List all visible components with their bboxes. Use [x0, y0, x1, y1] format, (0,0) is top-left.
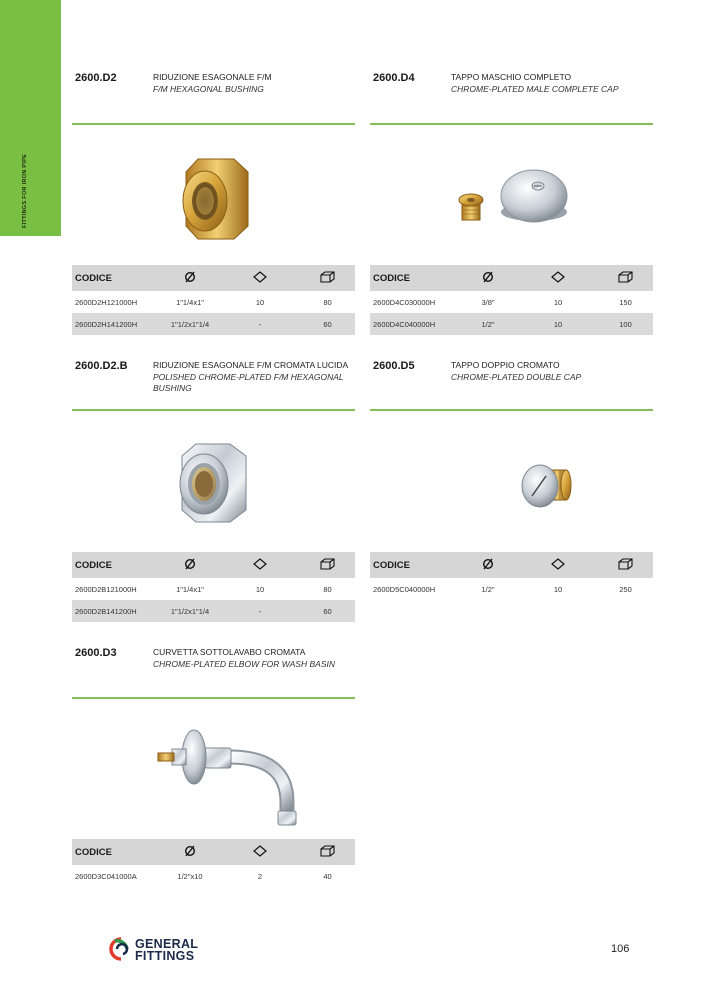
cell-diameter: 1"1/4x1"	[176, 584, 204, 594]
cell-hex: -	[220, 600, 300, 622]
product-code: 2600.D2	[75, 72, 117, 84]
hex-key-icon	[220, 552, 300, 578]
product-code: 2600.D4	[373, 72, 415, 84]
sidebar-label: FITTINGS FOR IRON PIPE	[22, 153, 28, 228]
diameter-icon	[458, 265, 518, 291]
cell-hex: 10	[518, 313, 598, 335]
cell-box: 80	[323, 584, 332, 594]
header-code: CODICE	[370, 552, 458, 578]
box-icon	[598, 265, 653, 291]
divider-line	[72, 123, 355, 125]
table-row	[370, 291, 653, 313]
cell-hex: 2	[257, 871, 263, 881]
cell-code: 2600D4C040000H	[370, 313, 458, 335]
cell-code: 2600D2H141200H	[72, 313, 160, 335]
product-code: 2600.D2.B	[75, 360, 128, 372]
product-image	[410, 134, 610, 264]
product-code: 2600.D3	[75, 647, 117, 659]
product-title-it: TAPPO MASCHIO COMPLETO	[451, 72, 572, 82]
hex-key-icon	[220, 265, 300, 291]
cell-box: 150	[619, 297, 632, 307]
table-row	[72, 313, 355, 335]
cell-box: 100	[598, 313, 653, 335]
product-title-en: POLISHED CHROME-PLATED F/M HEXAGONAL BUSHING	[153, 371, 344, 393]
cell-diameter: 3/8"	[481, 297, 495, 307]
sidebar-tab	[0, 0, 61, 236]
cell-hex: -	[220, 313, 300, 335]
product-title-it: CURVETTA SOTTOLAVABO CROMATA	[153, 647, 306, 657]
table-row	[72, 578, 355, 600]
cell-diameter: 1/2"x10	[177, 871, 203, 881]
header-code: CODICE	[72, 552, 160, 578]
table-row	[370, 313, 653, 335]
spec-table	[370, 265, 653, 335]
spec-header-row	[370, 552, 653, 578]
cell-hex: 10	[553, 584, 563, 594]
cell-code: 2600D5C040000H	[373, 584, 436, 594]
spec-table	[72, 839, 355, 887]
box-icon	[300, 839, 355, 865]
product-description	[451, 72, 651, 95]
header-code: CODICE	[370, 265, 458, 291]
cell-hex: 10	[255, 584, 265, 594]
brand-line-1: GENERAL	[135, 937, 199, 951]
product-image	[410, 418, 610, 548]
product-title-en: CHROME-PLATED ELBOW FOR WASH BASIN	[153, 658, 335, 669]
spec-header-row	[370, 265, 653, 291]
cell-code: 2600D2B121000H	[75, 584, 137, 594]
cell-diameter: 1/2"	[481, 584, 495, 594]
divider-line	[72, 697, 355, 699]
cell-box: 60	[300, 600, 355, 622]
spec-table	[72, 552, 355, 622]
product-image	[112, 134, 312, 264]
product-title-it: TAPPO DOPPIO CROMATO	[451, 360, 560, 370]
divider-line	[370, 409, 653, 411]
cell-diameter: 1"1/2x1"1/4	[160, 313, 220, 335]
box-icon	[300, 265, 355, 291]
page-number: 106	[611, 943, 630, 955]
spec-header-row	[72, 265, 355, 291]
header-code: CODICE	[72, 839, 160, 865]
cell-diameter: 1"1/2x1"1/4	[160, 600, 220, 622]
cell-code: 2600D2H121000H	[75, 297, 138, 307]
table-row	[370, 578, 653, 600]
cell-code: 2600D3C041000A	[75, 871, 137, 881]
cell-code: 2600D4C030000H	[373, 297, 436, 307]
divider-line	[370, 123, 653, 125]
product-description	[451, 360, 651, 383]
product-description	[153, 647, 353, 670]
cell-hex: 10	[553, 297, 563, 307]
cell-code: 2600D2B141200H	[72, 600, 160, 622]
hex-key-icon	[220, 839, 300, 865]
diameter-icon	[160, 265, 220, 291]
spec-header-row	[72, 839, 355, 865]
spec-table	[370, 552, 653, 600]
brand-line-2: FITTINGS	[135, 949, 195, 963]
diameter-icon	[160, 839, 220, 865]
table-row	[72, 600, 355, 622]
logo-mark-icon	[105, 935, 131, 963]
cell-diameter: 1/2"	[458, 313, 518, 335]
divider-line	[72, 409, 355, 411]
product-title-en: CHROME-PLATED MALE COMPLETE CAP	[451, 83, 619, 94]
product-description	[153, 72, 353, 95]
hex-key-icon	[518, 265, 598, 291]
product-code: 2600.D5	[373, 360, 415, 372]
cell-box: 250	[619, 584, 632, 594]
product-title-en: F/M HEXAGONAL BUSHING	[153, 83, 264, 94]
table-row	[72, 865, 355, 887]
header-code: CODICE	[72, 265, 160, 291]
cell-box: 80	[323, 297, 332, 307]
cell-diameter: 1"1/4x1"	[176, 297, 204, 307]
product-image	[112, 418, 312, 548]
box-icon	[300, 552, 355, 578]
product-title-en: CHROME-PLATED DOUBLE CAP	[451, 371, 582, 382]
spec-header-row	[72, 552, 355, 578]
product-description	[153, 360, 353, 395]
cell-box: 40	[323, 871, 332, 881]
product-image	[112, 707, 312, 837]
product-title-it: RIDUZIONE ESAGONALE F/M CROMATA LUCIDA	[153, 360, 349, 370]
product-title-it: RIDUZIONE ESAGONALE F/M	[153, 72, 272, 82]
diameter-icon	[458, 552, 518, 578]
diameter-icon	[160, 552, 220, 578]
cell-box: 60	[300, 313, 355, 335]
hex-key-icon	[518, 552, 598, 578]
spec-table	[72, 265, 355, 335]
box-icon	[598, 552, 653, 578]
brand-logo	[105, 935, 199, 968]
logo-text	[135, 938, 198, 962]
table-row	[72, 291, 355, 313]
cell-hex: 10	[255, 297, 265, 307]
